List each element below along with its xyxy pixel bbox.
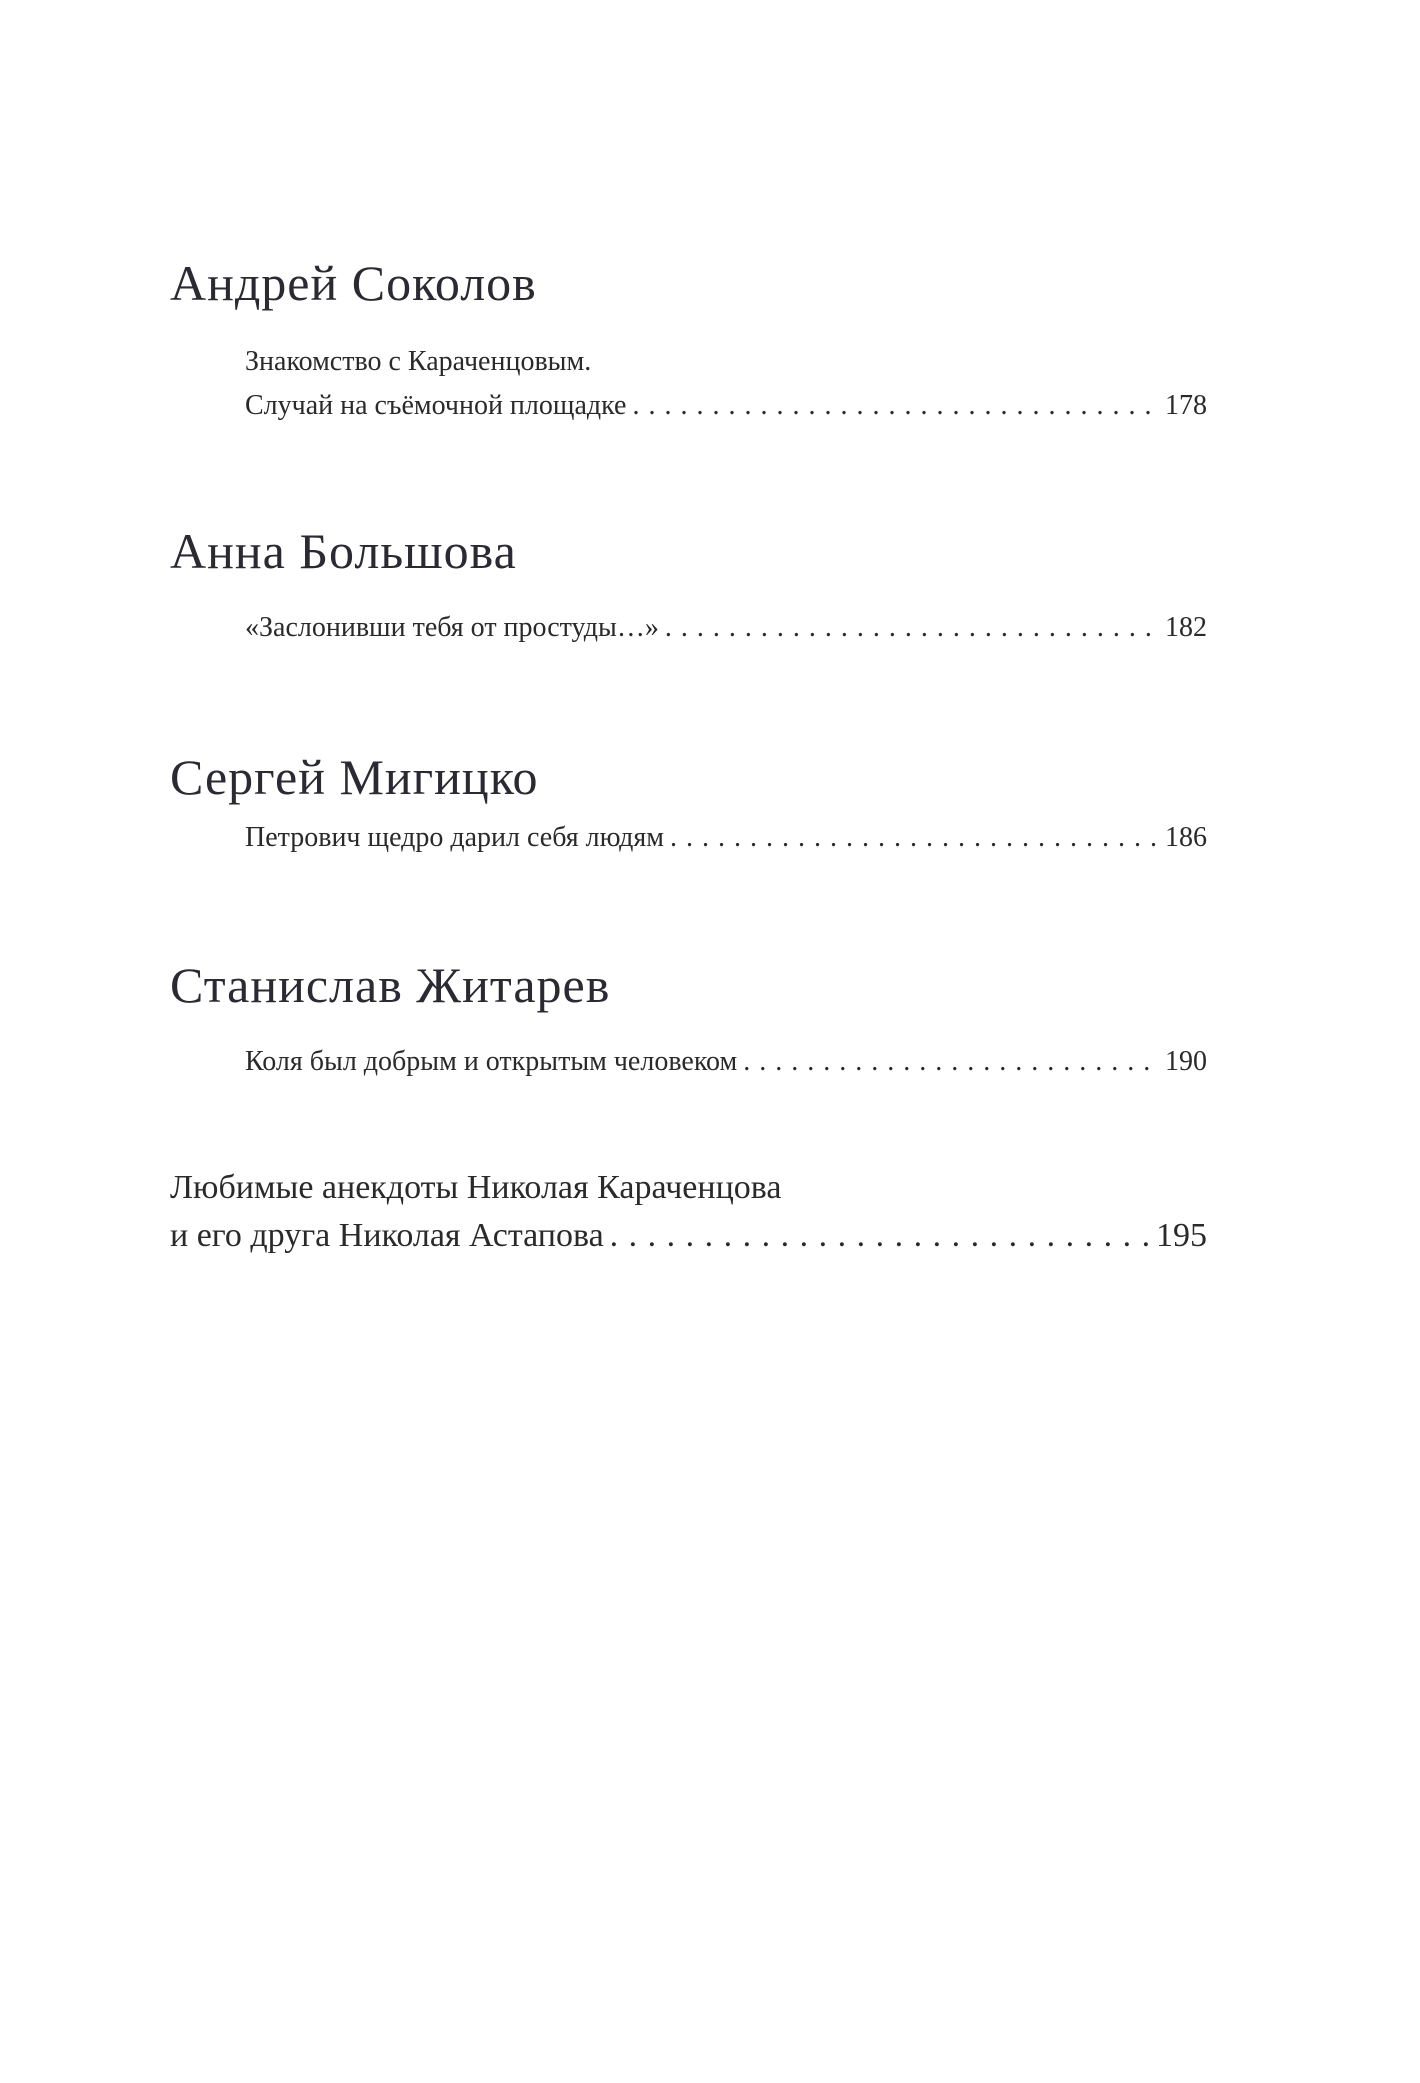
toc-entry-title-line-1: Коля был добрым и открытым человеком <box>245 1046 738 1077</box>
toc-entry-title-line-1: Петрович щедро дарил себя людям <box>245 822 664 853</box>
toc-page-number: 195 <box>1156 1217 1207 1254</box>
author-heading-migitsko: Сергей Мигицко <box>170 749 539 805</box>
author-heading-bolshova: Анна Большова <box>170 523 517 579</box>
toc-entry-line <box>245 816 1207 860</box>
toc-entry-migitsko[interactable] <box>245 816 1207 860</box>
toc-entry-title-line-2: Случай на съёмочной площадке <box>245 390 627 421</box>
author-heading-zhitarev: Станислав Житарев <box>170 957 611 1013</box>
toc-entry-appendix[interactable] <box>170 1164 1207 1260</box>
dot-leader <box>670 816 1159 860</box>
toc-page-number: 186 <box>1165 822 1207 853</box>
dot-leader <box>743 1040 1159 1084</box>
toc-entry-line <box>170 1164 1207 1212</box>
toc-entry-title-line-2: и его друга Николая Астапова <box>170 1217 604 1254</box>
toc-entry-line <box>170 1212 1207 1260</box>
toc-entry-line <box>245 606 1207 650</box>
toc-page-number: 178 <box>1165 390 1207 421</box>
toc-entry-zhitarev[interactable] <box>245 1040 1207 1084</box>
toc-entry-title-line-1: Знакомство с Караченцовым. <box>245 346 592 377</box>
dot-leader <box>665 606 1159 650</box>
toc-entry-title-line-1: Любимые анекдоты Николая Караченцова <box>170 1169 782 1206</box>
toc-page-number: 182 <box>1165 612 1207 643</box>
toc-page-number: 190 <box>1165 1046 1207 1077</box>
toc-entry-line <box>245 1040 1207 1084</box>
dot-leader <box>632 384 1159 428</box>
toc-entry-title-line-1: «Заслонивши тебя от простуды…» <box>245 612 659 643</box>
toc-entry-bolshova[interactable] <box>245 606 1207 650</box>
author-heading-sokolov: Андрей Соколов <box>170 255 537 311</box>
toc-entry-sokolov[interactable] <box>245 340 1207 428</box>
dot-leader <box>610 1212 1150 1260</box>
toc-entry-line <box>245 384 1207 428</box>
toc-entry-line <box>245 340 1207 384</box>
